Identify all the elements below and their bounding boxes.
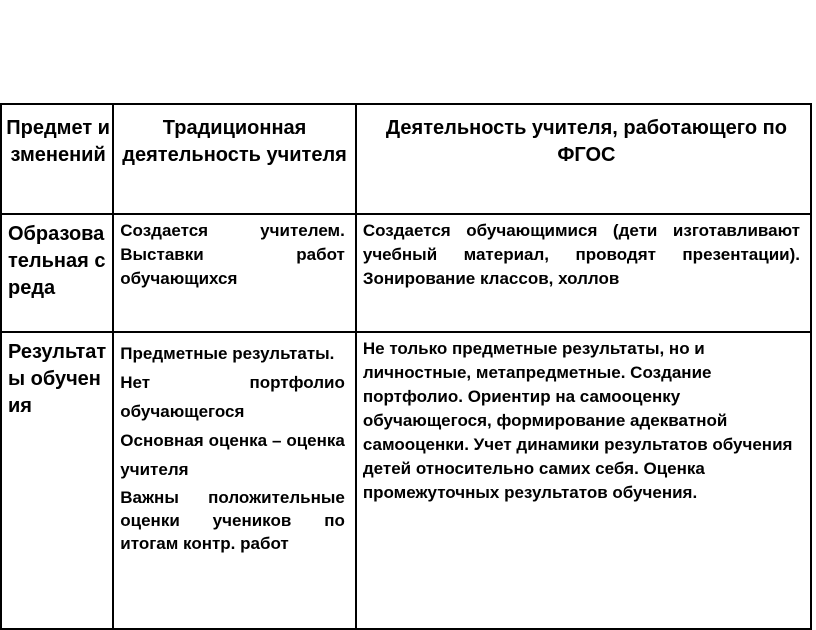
header-traditional: Традиционная деятельность учителя (113, 104, 356, 214)
fgos-cell-environment: Создается обучающимися (дети изготавливают учебный материал, проводят презентации). Зонирование классов, холлов (356, 214, 811, 332)
header-subject: Предмет изменений (1, 104, 113, 214)
header-row (1, 104, 811, 214)
header-fgos: Деятельность учителя, работающего по ФГОС (356, 104, 811, 214)
table-row (1, 332, 811, 629)
traditional-text: Нет портфолио обучающегося (120, 373, 345, 421)
table-row (1, 214, 811, 332)
comparison-table (0, 103, 812, 630)
traditional-cell-environment (113, 214, 356, 332)
row-label-environment: Образовательная среда (1, 214, 113, 332)
traditional-text: Основная оценка – оценка учителя (120, 431, 345, 479)
traditional-text: Предметные результаты. (120, 344, 335, 363)
traditional-text: Важны положительные оценки учеников по итогам контр. работ (120, 488, 345, 553)
traditional-cell-results (113, 332, 356, 629)
row-label-results: Результаты обучения (1, 332, 113, 629)
fgos-cell-results: Не только предметные результаты, но и личностные, метапредметные. Создание портфолио. Ориентир на самооценку обучающегося, формирование адекватной самооценки. Учет динамики результатов обучения детей относительно самих себя. Оценка промежуточных результатов обучения. (356, 332, 811, 629)
traditional-text: Создается учителем. Выставки работ обучающихся (120, 221, 345, 288)
